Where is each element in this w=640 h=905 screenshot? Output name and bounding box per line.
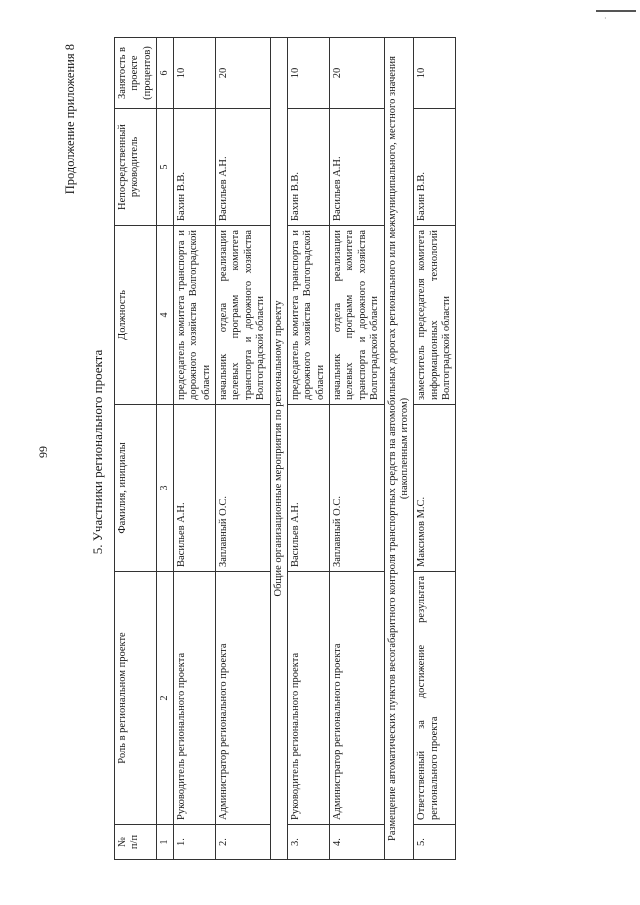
participants-table [114,37,456,860]
row-name: Заплавный О.С. [216,405,271,572]
header-load: Занятость в проекте (процентов) [115,38,157,109]
column-number-row [157,38,174,860]
row-position: начальник отдела реализации целевых программ комитета транспорта и дорожного хозяйства Волгоградской области [330,226,385,405]
header-no: № п/п [115,825,157,860]
scan-edge-mark [596,10,636,12]
row-no: 1. [173,825,215,860]
column-number: 2 [157,572,174,825]
column-number: 5 [157,109,174,226]
row-name: Заплавный О.С. [330,405,385,572]
row-no: 2. [216,825,271,860]
appendix-continuation: Продолжение приложения 8 [63,44,77,195]
row-supervisor: Бахин В.В. [287,109,329,226]
header-position: Должность [115,226,157,405]
column-number: 3 [157,405,174,572]
row-supervisor: Бахин В.В. [414,109,456,226]
row-role: Администратор регионального проекта [330,572,385,825]
row-position: начальник отдела реализации целевых программ комитета транспорта и дорожного хозяйства Волгоградской области [216,226,271,405]
row-load: 10 [414,38,456,109]
row-load: 20 [330,38,385,109]
table-header-row [115,38,157,860]
row-role: Руководитель регионального проекта [173,572,215,825]
row-name: Васильев А.Н. [173,405,215,572]
header-role: Роль в региональном проекте [115,572,157,825]
section-heading: Общие организационные мероприятия по региональному проекту [270,38,287,860]
header-supervisor: Непосредственный руководитель [115,109,157,226]
table-section-row [270,38,287,860]
page-number: 99 [36,446,50,458]
row-no: 3. [287,825,329,860]
column-number: 1 [157,825,174,860]
row-load: 20 [216,38,271,109]
row-load: 10 [173,38,215,109]
row-role: Ответственный за достижение результата регионального проекта [414,572,456,825]
row-position: председатель комитета транспорта и дорожного хозяйства Волгоградской области [287,226,329,405]
row-load: 10 [287,38,329,109]
row-position: заместитель председателя комитета информационных технологий Волгоградской области [414,226,456,405]
column-number: 4 [157,226,174,405]
table-section-row [384,38,414,860]
section-heading: Размещение автоматических пунктов весогабаритного контроля транспортных средств на автомобильных дорогах регионального или межмуниципального, местного значения (накопленным итогом) [384,38,414,860]
column-number: 6 [157,38,174,109]
table-row [330,38,385,860]
document-page [20,22,620,882]
row-supervisor: Бахин В.В. [173,109,215,226]
table-row [173,38,215,860]
row-supervisor: Васильев А.Н. [216,109,271,226]
table-row [287,38,329,860]
row-supervisor: Васильев А.Н. [330,109,385,226]
table-row [414,38,456,860]
header-name: Фамилия, инициалы [115,405,157,572]
row-role: Руководитель регионального проекта [287,572,329,825]
row-name: Васильев А.Н. [287,405,329,572]
row-position: председатель комитета транспорта и дорожного хозяйства Волгоградской области [173,226,215,405]
row-no: 4. [330,825,385,860]
row-name: Максимов М.С. [414,405,456,572]
row-no: 5. [414,825,456,860]
scan-artifact: · [604,14,607,23]
section-title: 5. Участники регионального проекта [90,349,105,555]
table-row [216,38,271,860]
row-role: Администратор регионального проекта [216,572,271,825]
